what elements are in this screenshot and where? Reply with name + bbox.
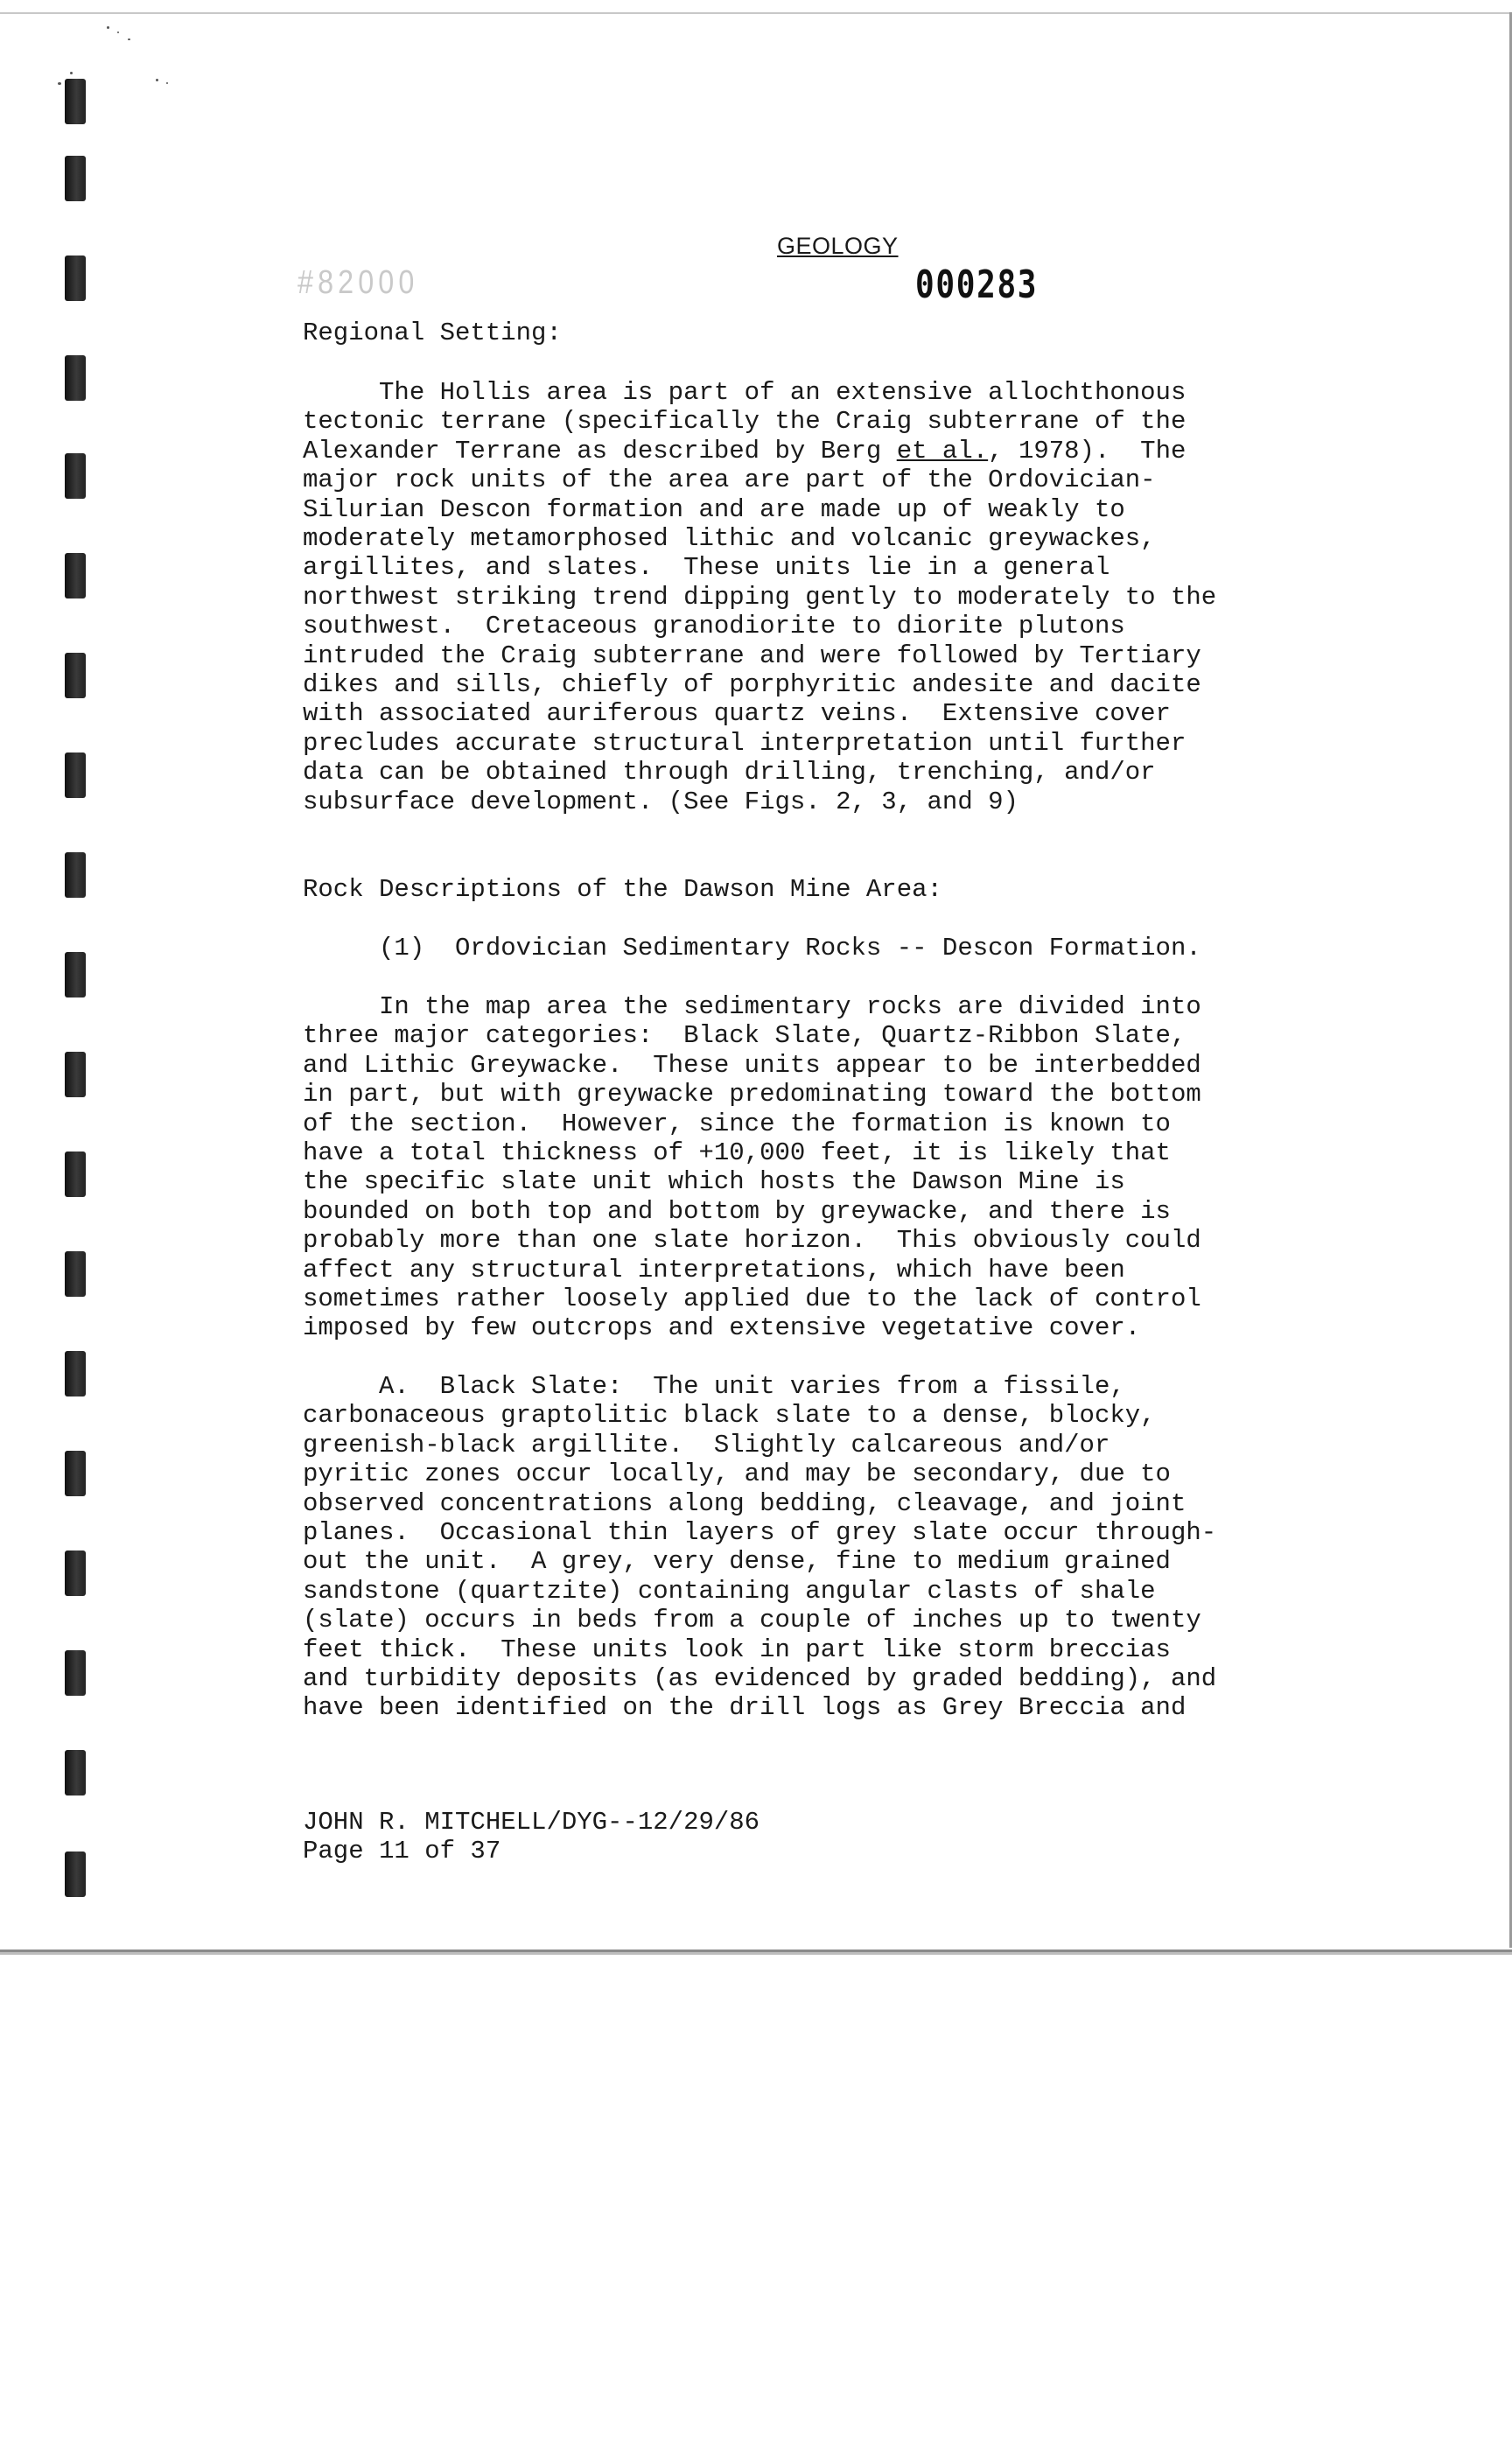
binding-hole — [65, 752, 86, 798]
rock-subheading: (1) Ordovician Sedimentary Rocks -- Descon Formation. — [303, 934, 1201, 962]
paragraph-line: major rock units of the area are part of the Ordovician- — [303, 466, 1156, 495]
paragraph-line: northwest striking trend dipping gently to moderately to the — [303, 582, 1217, 612]
paragraph-line: feet thick. These units look in part like storm breccias — [303, 1634, 1171, 1664]
binding-hole — [65, 852, 86, 898]
binding-hole — [65, 1750, 86, 1796]
paragraph-line: the specific slate unit which hosts the Dawson Mine is — [303, 1167, 1125, 1197]
binding-hole — [65, 1052, 86, 1097]
paragraph-line: southwest. Cretaceous granodiorite to diorite plutons — [303, 612, 1125, 641]
binding-hole — [65, 453, 86, 499]
black-slate-paragraph — [303, 1372, 1216, 1723]
paragraph-line: of the section. However, since the formation is known to — [303, 1109, 1171, 1138]
binding-hole — [65, 952, 86, 998]
paragraph-line: and turbidity deposits (as evidenced by graded bedding), and — [303, 1664, 1217, 1694]
paragraph-line: argillites, and slates. These units lie in a general — [303, 553, 1110, 583]
binding-hole — [65, 1550, 86, 1596]
paragraph-line: three major categories: Black Slate, Quartz-Ribbon Slate, — [303, 1021, 1186, 1051]
paragraph-line: precludes accurate structural interpretation until further — [303, 728, 1186, 758]
paragraph-line: have been identified on the drill logs as Grey Breccia and — [303, 1693, 1186, 1723]
paragraph-line: The Hollis area is part of an extensive allochthonous — [303, 378, 1186, 407]
paragraph-line: Silurian Descon formation and are made up of weakly to — [303, 494, 1125, 524]
spiral-binding-holes — [58, 52, 93, 1908]
rock-paragraph-1 — [303, 992, 1201, 1343]
binding-hole — [65, 1852, 86, 1897]
paragraph-line — [303, 437, 1216, 466]
faint-stamp-number: #82000 — [298, 264, 419, 301]
footer — [303, 1808, 760, 1866]
line-text: , 1978). The — [988, 436, 1186, 466]
section-title: GEOLOGY — [777, 233, 899, 259]
paragraph-line: affect any structural interpretations, which have been — [303, 1255, 1125, 1284]
regional-paragraph — [303, 378, 1216, 816]
footer-page-number: Page 11 of 37 — [303, 1837, 501, 1866]
binding-hole — [65, 553, 86, 598]
underlined-citation: et al. — [896, 436, 989, 466]
paragraph-line: out the unit. A grey, very dense, fine to medium grained — [303, 1547, 1171, 1577]
paragraph-line: with associated auriferous quartz veins. Extensive cover — [303, 699, 1171, 729]
paragraph-line: moderately metamorphosed lithic and volcanic greywackes, — [303, 524, 1156, 554]
paragraph-line: have a total thickness of +10,000 feet, it is likely that — [303, 1138, 1171, 1168]
binding-hole — [65, 1451, 86, 1496]
paragraph-line: imposed by few outcrops and extensive vegetative cover. — [303, 1313, 1141, 1343]
binding-hole — [65, 653, 86, 698]
paragraph-line: pyritic zones occur locally, and may be secondary, due to — [303, 1460, 1171, 1489]
scan-specks — [26, 21, 184, 100]
document-number: 000283 — [915, 262, 1039, 307]
binding-hole — [65, 1251, 86, 1297]
binding-hole — [65, 355, 86, 401]
footer-author: JOHN R. MITCHELL/DYG--12/29/86 — [303, 1808, 760, 1837]
paragraph-line: (slate) occurs in beds from a couple of inches up to twenty — [303, 1606, 1201, 1635]
paragraph-line: dikes and sills, chiefly of porphyritic andesite and dacite — [303, 670, 1201, 700]
binding-hole — [65, 1351, 86, 1396]
binding-hole — [65, 79, 86, 124]
paragraph-line: tectonic terrane (specifically the Craig subterrane of the — [303, 407, 1186, 437]
paragraph-line: planes. Occasional thin layers of grey slate occur through- — [303, 1518, 1217, 1548]
paragraph-line: In the map area the sedimentary rocks are divided into — [303, 992, 1201, 1021]
regional-setting-heading: Regional Setting: — [303, 318, 562, 347]
binding-hole — [65, 156, 86, 201]
paragraph-line: probably more than one slate horizon. This obviously could — [303, 1226, 1201, 1256]
paragraph-line: greenish-black argillite. Slightly calcareous and/or — [303, 1430, 1110, 1460]
paragraph-line: observed concentrations along bedding, cleavage, and joint — [303, 1488, 1186, 1518]
binding-hole — [65, 1650, 86, 1696]
paragraph-line: intruded the Craig subterrane and were followed by Tertiary — [303, 640, 1201, 670]
paragraph-line: bounded on both top and bottom by greywacke, and there is — [303, 1196, 1171, 1226]
paragraph-line: data can be obtained through drilling, trenching, and/or — [303, 758, 1156, 788]
paragraph-line: in part, but with greywacke predominating toward the bottom — [303, 1080, 1201, 1110]
rock-descriptions-heading: Rock Descriptions of the Dawson Mine Area: — [303, 875, 942, 904]
paragraph-line: carbonaceous graptolitic black slate to a dense, blocky, — [303, 1401, 1156, 1431]
paragraph-line: sandstone (quartzite) containing angular clasts of shale — [303, 1576, 1156, 1606]
binding-hole — [65, 1152, 86, 1197]
paragraph-line: A. Black Slate: The unit varies from a fissile, — [303, 1372, 1125, 1401]
paragraph-line: sometimes rather loosely applied due to the lack of control — [303, 1284, 1201, 1314]
binding-hole — [65, 256, 86, 301]
paragraph-line: and Lithic Greywacke. These units appear to be interbedded — [303, 1050, 1201, 1080]
paragraph-line: subsurface development. (See Figs. 2, 3, and 9) — [303, 787, 1018, 816]
line-text: Alexander Terrane as described by Berg — [303, 436, 897, 466]
